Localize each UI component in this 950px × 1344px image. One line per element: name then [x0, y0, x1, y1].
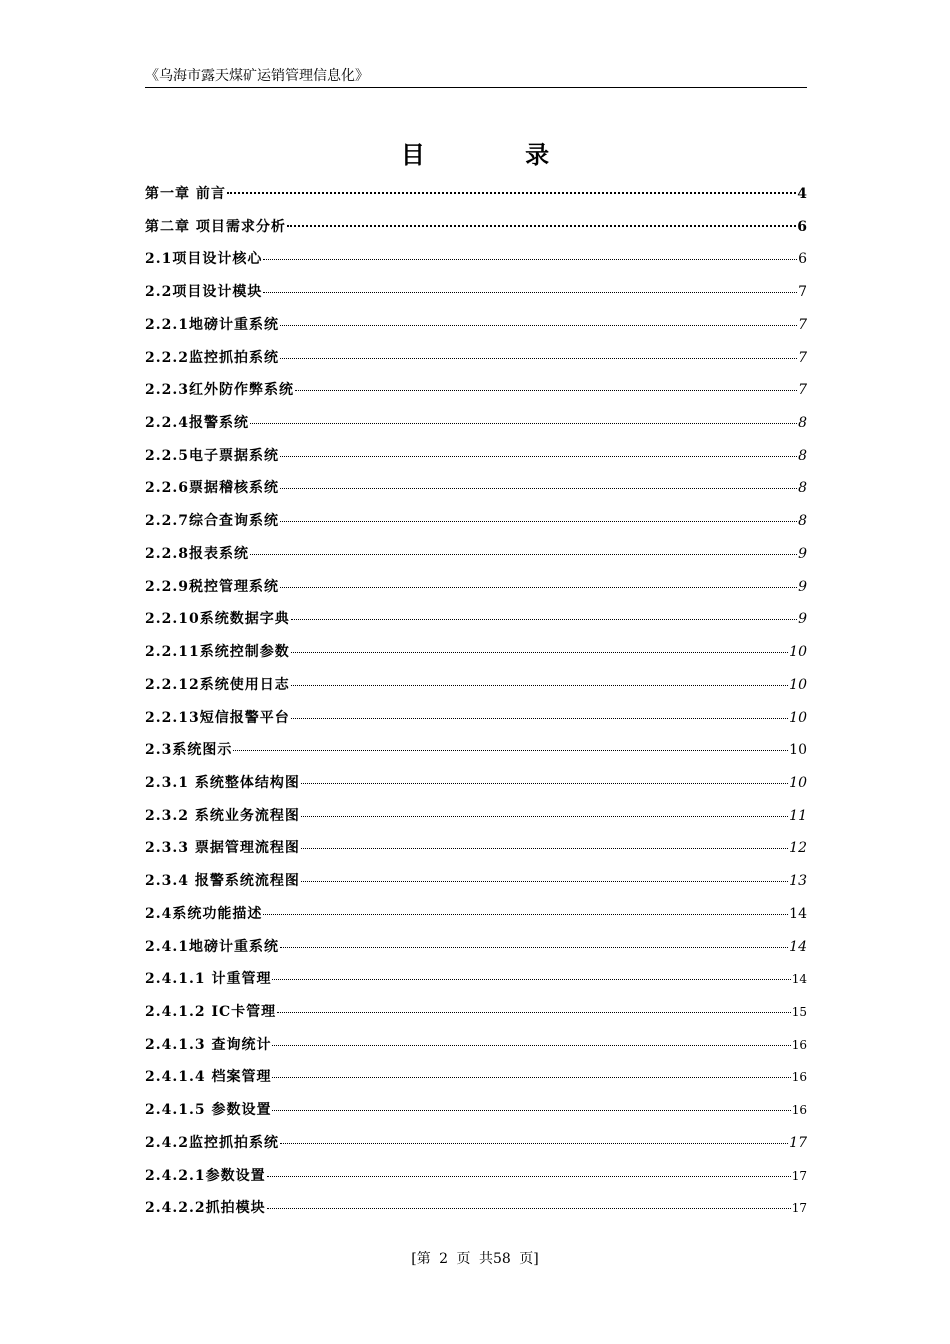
toc-entry-label: 2.1项目设计核心 — [145, 251, 263, 268]
toc-entry-label: 2.2项目设计模块 — [145, 284, 263, 301]
toc-entry[interactable] — [145, 936, 807, 969]
toc-dot-leader — [267, 1208, 791, 1209]
toc-entry[interactable] — [145, 1066, 807, 1099]
toc-dot-leader — [263, 259, 797, 260]
toc-entry[interactable] — [145, 1099, 807, 1132]
page-header — [145, 66, 807, 88]
toc-entry-label: 2.4系统功能描述 — [145, 905, 263, 922]
toc-entry[interactable] — [145, 347, 807, 380]
toc-dot-leader — [267, 1176, 791, 1177]
toc-entry-label: 2.2.4报警系统 — [145, 415, 249, 432]
toc-entry-page: 16 — [791, 1037, 807, 1052]
toc-entry-label: 第二章 项目需求分析 — [145, 218, 286, 235]
toc-entry-page: 16 — [791, 1070, 807, 1085]
toc-entry-page: 15 — [791, 1004, 807, 1019]
toc-entry-page: 4 — [797, 186, 807, 202]
toc-dot-leader — [250, 554, 797, 555]
toc-entry-label: 2.2.9税控管理系统 — [145, 578, 279, 595]
toc-entry-label: 2.4.2监控抓拍系统 — [145, 1134, 279, 1151]
toc-entry-page: 12 — [789, 840, 807, 857]
toc-entry-page: 14 — [789, 938, 807, 955]
toc-dot-leader — [291, 685, 788, 686]
toc-entry-label: 2.2.6票据稽核系统 — [145, 480, 279, 497]
toc-entry-page: 10 — [789, 774, 807, 791]
toc-dot-leader — [301, 881, 788, 882]
toc-entry[interactable] — [145, 248, 807, 281]
toc-dot-leader — [280, 587, 797, 588]
toc-dot-leader — [263, 292, 797, 293]
toc-entry-page: 14 — [791, 972, 807, 987]
toc-entry-label: 2.3.3 票据管理流程图 — [145, 840, 300, 857]
toc-entry[interactable] — [145, 1034, 807, 1067]
toc-entry-label: 2.4.1.1 计重管理 — [145, 971, 272, 988]
toc-dot-leader — [227, 192, 796, 194]
page-title: 目 录 — [400, 140, 596, 169]
toc-entry-page: 9 — [798, 611, 807, 628]
toc-dot-leader — [272, 979, 790, 980]
toc-entry-label: 2.2.3红外防作弊系统 — [145, 382, 294, 399]
toc-entry-page: 8 — [798, 513, 807, 530]
toc-dot-leader — [280, 488, 797, 489]
toc-entry[interactable] — [145, 1197, 807, 1230]
toc-entry-label: 2.2.1地磅计重系统 — [145, 316, 279, 333]
toc-dot-leader — [291, 718, 788, 719]
toc-entry-page: 17 — [791, 1168, 807, 1183]
toc-entry[interactable] — [145, 1165, 807, 1198]
toc-entry-page: 10 — [789, 709, 807, 726]
toc-entry[interactable] — [145, 314, 807, 347]
toc-dot-leader — [280, 358, 797, 359]
toc-entry-page: 14 — [789, 905, 807, 922]
toc-entry-label: 2.4.1.2 IC卡管理 — [145, 1003, 277, 1020]
toc-dot-leader — [301, 783, 788, 784]
toc-entry[interactable] — [145, 576, 807, 609]
toc-dot-leader — [287, 225, 796, 227]
toc-entry-page: 10 — [789, 644, 807, 661]
toc-entry-label: 2.2.8报表系统 — [145, 545, 249, 562]
toc-dot-leader — [295, 390, 797, 391]
toc-entry-page: 17 — [789, 1134, 807, 1151]
toc-entry[interactable] — [145, 968, 807, 1001]
table-of-contents — [145, 183, 807, 1230]
toc-entry-label: 2.3.1 系统整体结构图 — [145, 774, 300, 791]
toc-entry-page: 7 — [798, 284, 807, 301]
toc-dot-leader — [280, 947, 788, 948]
toc-dot-leader — [272, 1110, 790, 1111]
toc-dot-leader — [272, 1077, 790, 1078]
toc-entry-page: 8 — [798, 415, 807, 432]
toc-entry[interactable] — [145, 739, 807, 772]
header-text: 《乌海市露天煤矿运销管理信息化》 — [145, 68, 369, 84]
toc-entry-page: 7 — [798, 316, 807, 333]
toc-entry-page: 11 — [789, 807, 807, 824]
toc-entry[interactable] — [145, 445, 807, 478]
toc-entry-page: 17 — [791, 1201, 807, 1216]
toc-entry-label: 2.4.2.1参数设置 — [145, 1167, 266, 1184]
toc-entry-label: 2.3.2 系统业务流程图 — [145, 807, 300, 824]
toc-dot-leader — [301, 816, 788, 817]
toc-dot-leader — [301, 848, 788, 849]
toc-entry-label: 2.3.4 报警系统流程图 — [145, 873, 300, 890]
toc-entry[interactable] — [145, 870, 807, 903]
toc-entry-label: 2.2.11系统控制参数 — [145, 644, 290, 661]
toc-entry[interactable] — [145, 510, 807, 543]
toc-entry-label: 2.2.13短信报警平台 — [145, 709, 290, 726]
toc-entry-page: 8 — [798, 447, 807, 464]
toc-dot-leader — [250, 423, 797, 424]
toc-entry[interactable] — [145, 216, 807, 249]
toc-dot-leader — [272, 1045, 790, 1046]
toc-entry-page: 7 — [798, 349, 807, 366]
toc-entry-label: 2.4.1.3 查询统计 — [145, 1036, 272, 1053]
toc-entry-page: 13 — [789, 873, 807, 890]
toc-entry[interactable] — [145, 1001, 807, 1034]
toc-entry-label: 2.4.1地磅计重系统 — [145, 938, 279, 955]
toc-entry-label: 2.2.10系统数据字典 — [145, 611, 290, 628]
toc-entry-label: 2.2.7综合查询系统 — [145, 513, 279, 530]
toc-entry-page: 9 — [798, 545, 807, 562]
toc-entry[interactable] — [145, 183, 807, 216]
toc-dot-leader — [263, 914, 788, 915]
toc-dot-leader — [280, 456, 797, 457]
toc-dot-leader — [291, 619, 797, 620]
toc-dot-leader — [280, 1143, 788, 1144]
toc-entry-page: 6 — [798, 251, 807, 268]
toc-entry-label: 2.4.1.5 参数设置 — [145, 1102, 272, 1119]
toc-entry[interactable] — [145, 805, 807, 838]
toc-entry-page: 10 — [789, 742, 807, 759]
toc-entry[interactable] — [145, 608, 807, 641]
toc-entry-label: 2.4.1.4 档案管理 — [145, 1069, 272, 1086]
toc-entry-label: 2.2.5电子票据系统 — [145, 447, 279, 464]
toc-entry-page: 8 — [798, 480, 807, 497]
toc-entry[interactable] — [145, 772, 807, 805]
toc-entry[interactable] — [145, 903, 807, 936]
toc-dot-leader — [280, 521, 797, 522]
toc-dot-leader — [291, 652, 788, 653]
toc-dot-leader — [233, 750, 788, 751]
toc-entry[interactable] — [145, 412, 807, 445]
toc-dot-leader — [277, 1012, 791, 1013]
toc-entry[interactable] — [145, 837, 807, 870]
toc-entry-page: 9 — [798, 578, 807, 595]
page-footer: [第 2 页 共58 页] — [411, 1251, 539, 1267]
toc-entry-label: 2.3系统图示 — [145, 742, 233, 759]
toc-entry-page: 6 — [797, 218, 807, 235]
toc-entry[interactable] — [145, 1132, 807, 1165]
toc-entry[interactable] — [145, 707, 807, 740]
toc-entry-page: 16 — [791, 1103, 807, 1118]
toc-entry-label: 2.2.2监控抓拍系统 — [145, 349, 279, 366]
toc-entry-label: 第一章 前言 — [145, 186, 226, 202]
toc-entry[interactable] — [145, 641, 807, 674]
toc-entry-label: 2.2.12系统使用日志 — [145, 676, 290, 693]
toc-entry-page: 7 — [798, 382, 807, 399]
toc-entry[interactable] — [145, 477, 807, 510]
toc-entry-page: 10 — [789, 676, 807, 693]
toc-entry[interactable] — [145, 674, 807, 707]
toc-entry[interactable] — [145, 281, 807, 314]
toc-entry[interactable] — [145, 543, 807, 576]
toc-entry-label: 2.4.2.2抓拍模块 — [145, 1200, 266, 1217]
toc-dot-leader — [280, 325, 797, 326]
toc-entry[interactable] — [145, 379, 807, 412]
